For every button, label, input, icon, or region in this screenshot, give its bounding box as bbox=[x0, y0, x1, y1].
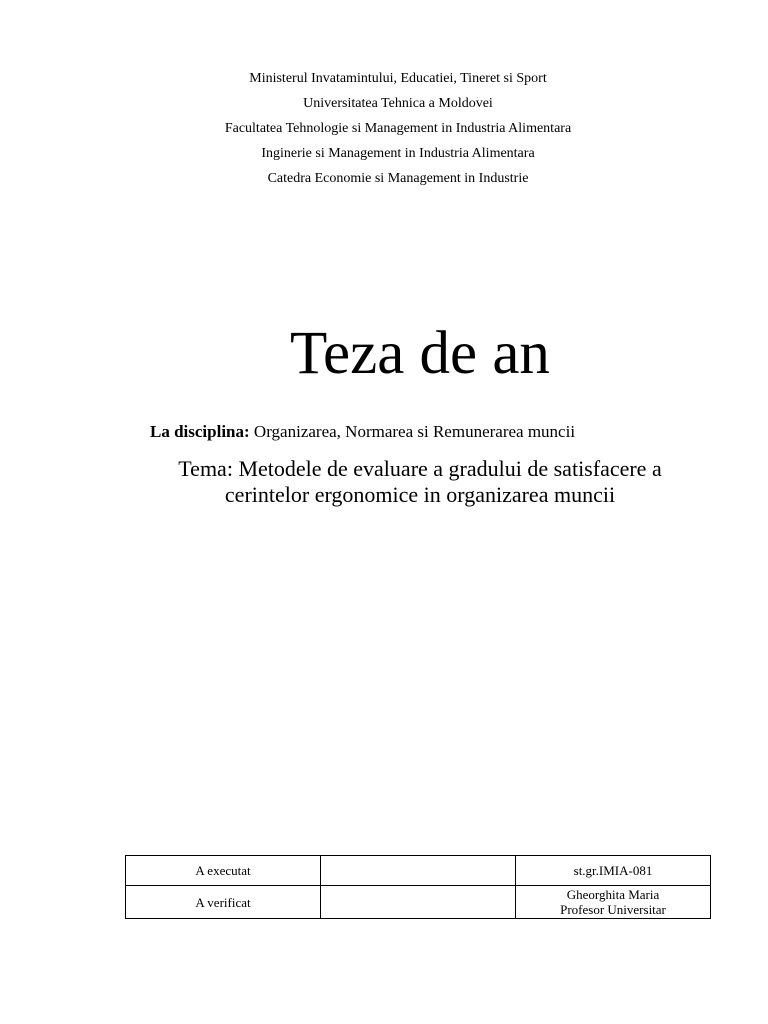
table-row bbox=[126, 856, 711, 886]
topic-line-2: cerintelor ergonomice in organizarea muncii bbox=[224, 482, 616, 507]
executed-label: A executat bbox=[126, 856, 321, 886]
table-row bbox=[126, 886, 711, 919]
topic-line-1: Tema: Metodele de evaluare a gradului de satisfacere a bbox=[178, 456, 662, 481]
verified-label: A verificat bbox=[126, 886, 321, 919]
institution-header bbox=[0, 66, 768, 191]
topic-block bbox=[0, 456, 768, 508]
verified-signature-cell bbox=[321, 886, 516, 919]
faculty-line: Facultatea Tehnologie si Management in Industria Alimentara bbox=[224, 121, 572, 136]
executed-signature-cell bbox=[321, 856, 516, 886]
department-line: Catedra Economie si Management in Industrie bbox=[267, 171, 529, 186]
document-title: Teza de an bbox=[290, 320, 550, 387]
discipline-value: Organizarea, Normarea si Remunerarea muncii bbox=[253, 422, 576, 441]
verified-value bbox=[516, 886, 711, 919]
specialty-line: Inginerie si Management in Industria Alimentara bbox=[261, 146, 535, 161]
signature-table bbox=[125, 855, 711, 919]
executed-value bbox=[516, 856, 711, 886]
university-line: Universitatea Tehnica a Moldovei bbox=[303, 96, 493, 111]
ministry-line: Ministerul Invatamintului, Educatiei, Tineret si Sport bbox=[249, 71, 547, 86]
discipline-line bbox=[150, 420, 575, 444]
supervisor-title: Profesor Universitar bbox=[560, 902, 666, 917]
discipline-label: La disciplina: bbox=[150, 422, 250, 441]
student-group: st.gr.IMIA-081 bbox=[573, 863, 653, 878]
supervisor-name: Gheorghita Maria bbox=[566, 887, 660, 902]
